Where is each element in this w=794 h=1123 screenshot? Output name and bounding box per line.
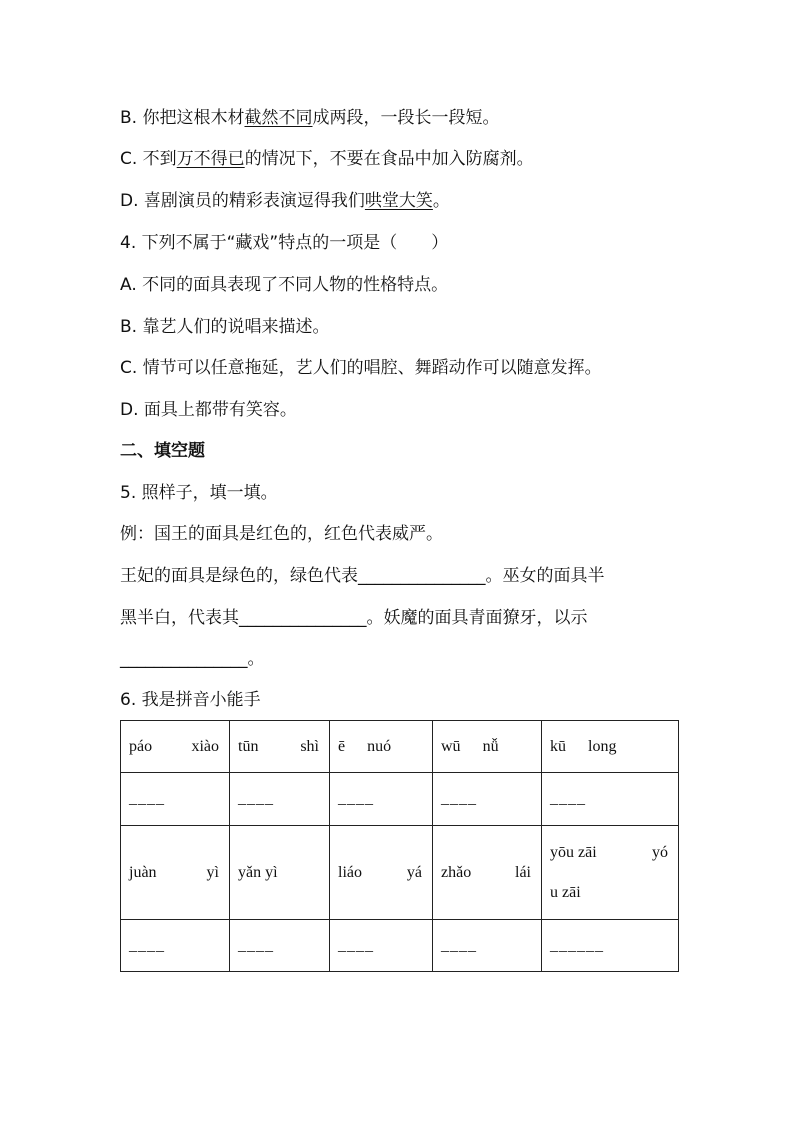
option-b-line [120,107,499,129]
section-heading: 二、填空题 [120,441,205,461]
answer-blank[interactable]: ____ [230,773,330,826]
underlined-idiom: 哄堂大笑 [364,191,433,211]
underlined-idiom: 截然不同 [244,108,313,128]
q4-option-b: B. 靠艺人们的说唱来描述。 [120,317,330,337]
answer-blank[interactable]: ____ [330,773,433,826]
pinyin-table [120,720,679,972]
pinyin-cell: páo xiào [121,721,230,773]
pinyin-cell: ē nuó [330,721,433,773]
pinyin-cell: yǎn yì [230,826,330,920]
answer-row [121,773,679,826]
pinyin-cell: juàn yì [121,826,230,920]
answer-blank[interactable]: ____ [433,773,542,826]
pinyin-cell: kū long [542,721,679,773]
q4-option-d: D. 面具上都带有笑容。 [120,400,297,420]
text-fragment: B. 你把这根木材 [120,108,245,128]
pinyin-cell: yōu zāi yó u zāi [542,826,679,920]
fill-line-3: _______________。 [120,649,265,669]
pinyin-row [121,826,679,920]
fill-line-2: 黑半白，代表其_______________。妖魔的面具青面獠牙，以示 [120,608,588,628]
fill-line-1: 王妃的面具是绿色的，绿色代表_______________。巫女的面具半 [120,566,605,586]
pinyin-cell: wū nǚ [433,721,542,773]
answer-blank[interactable]: ____ [230,920,330,972]
question-5: 5. 照样子，填一填。 [120,483,278,503]
q4-option-a: A. 不同的面具表现了不同人物的性格特点。 [120,275,449,295]
answer-blank[interactable]: ____ [330,920,433,972]
answer-blank[interactable]: ____ [121,920,230,972]
pinyin-cell: liáo yá [330,826,433,920]
text-fragment: 成两段，一段长一段短。 [312,108,500,128]
text-fragment: 。 [432,191,450,211]
pinyin-cell: zhǎo lái [433,826,542,920]
text-fragment: 的情况下，不要在食品中加入防腐剂。 [244,149,534,169]
text-fragment: D. 喜剧演员的精彩表演逗得我们 [120,191,365,211]
pinyin-cell: tūn shì [230,721,330,773]
question-6: 6. 我是拼音小能手 [120,690,261,710]
pinyin-row [121,721,679,773]
option-d-line [120,190,450,212]
answer-blank[interactable]: ____ [433,920,542,972]
answer-blank[interactable]: ____ [121,773,230,826]
answer-blank[interactable]: ____ [542,773,679,826]
text-fragment: C. 不到 [120,149,177,169]
underlined-idiom: 万不得已 [176,149,245,169]
option-c-line [120,148,534,170]
answer-row [121,920,679,972]
answer-blank[interactable]: ______ [542,920,679,972]
q4-option-c: C. 情节可以任意拖延，艺人们的唱腔、舞蹈动作可以随意发挥。 [120,358,602,378]
question-4: 4. 下列不属于“藏戏”特点的一项是（ ） [120,233,449,253]
example-line: 例：国王的面具是红色的，红色代表威严。 [120,524,443,544]
